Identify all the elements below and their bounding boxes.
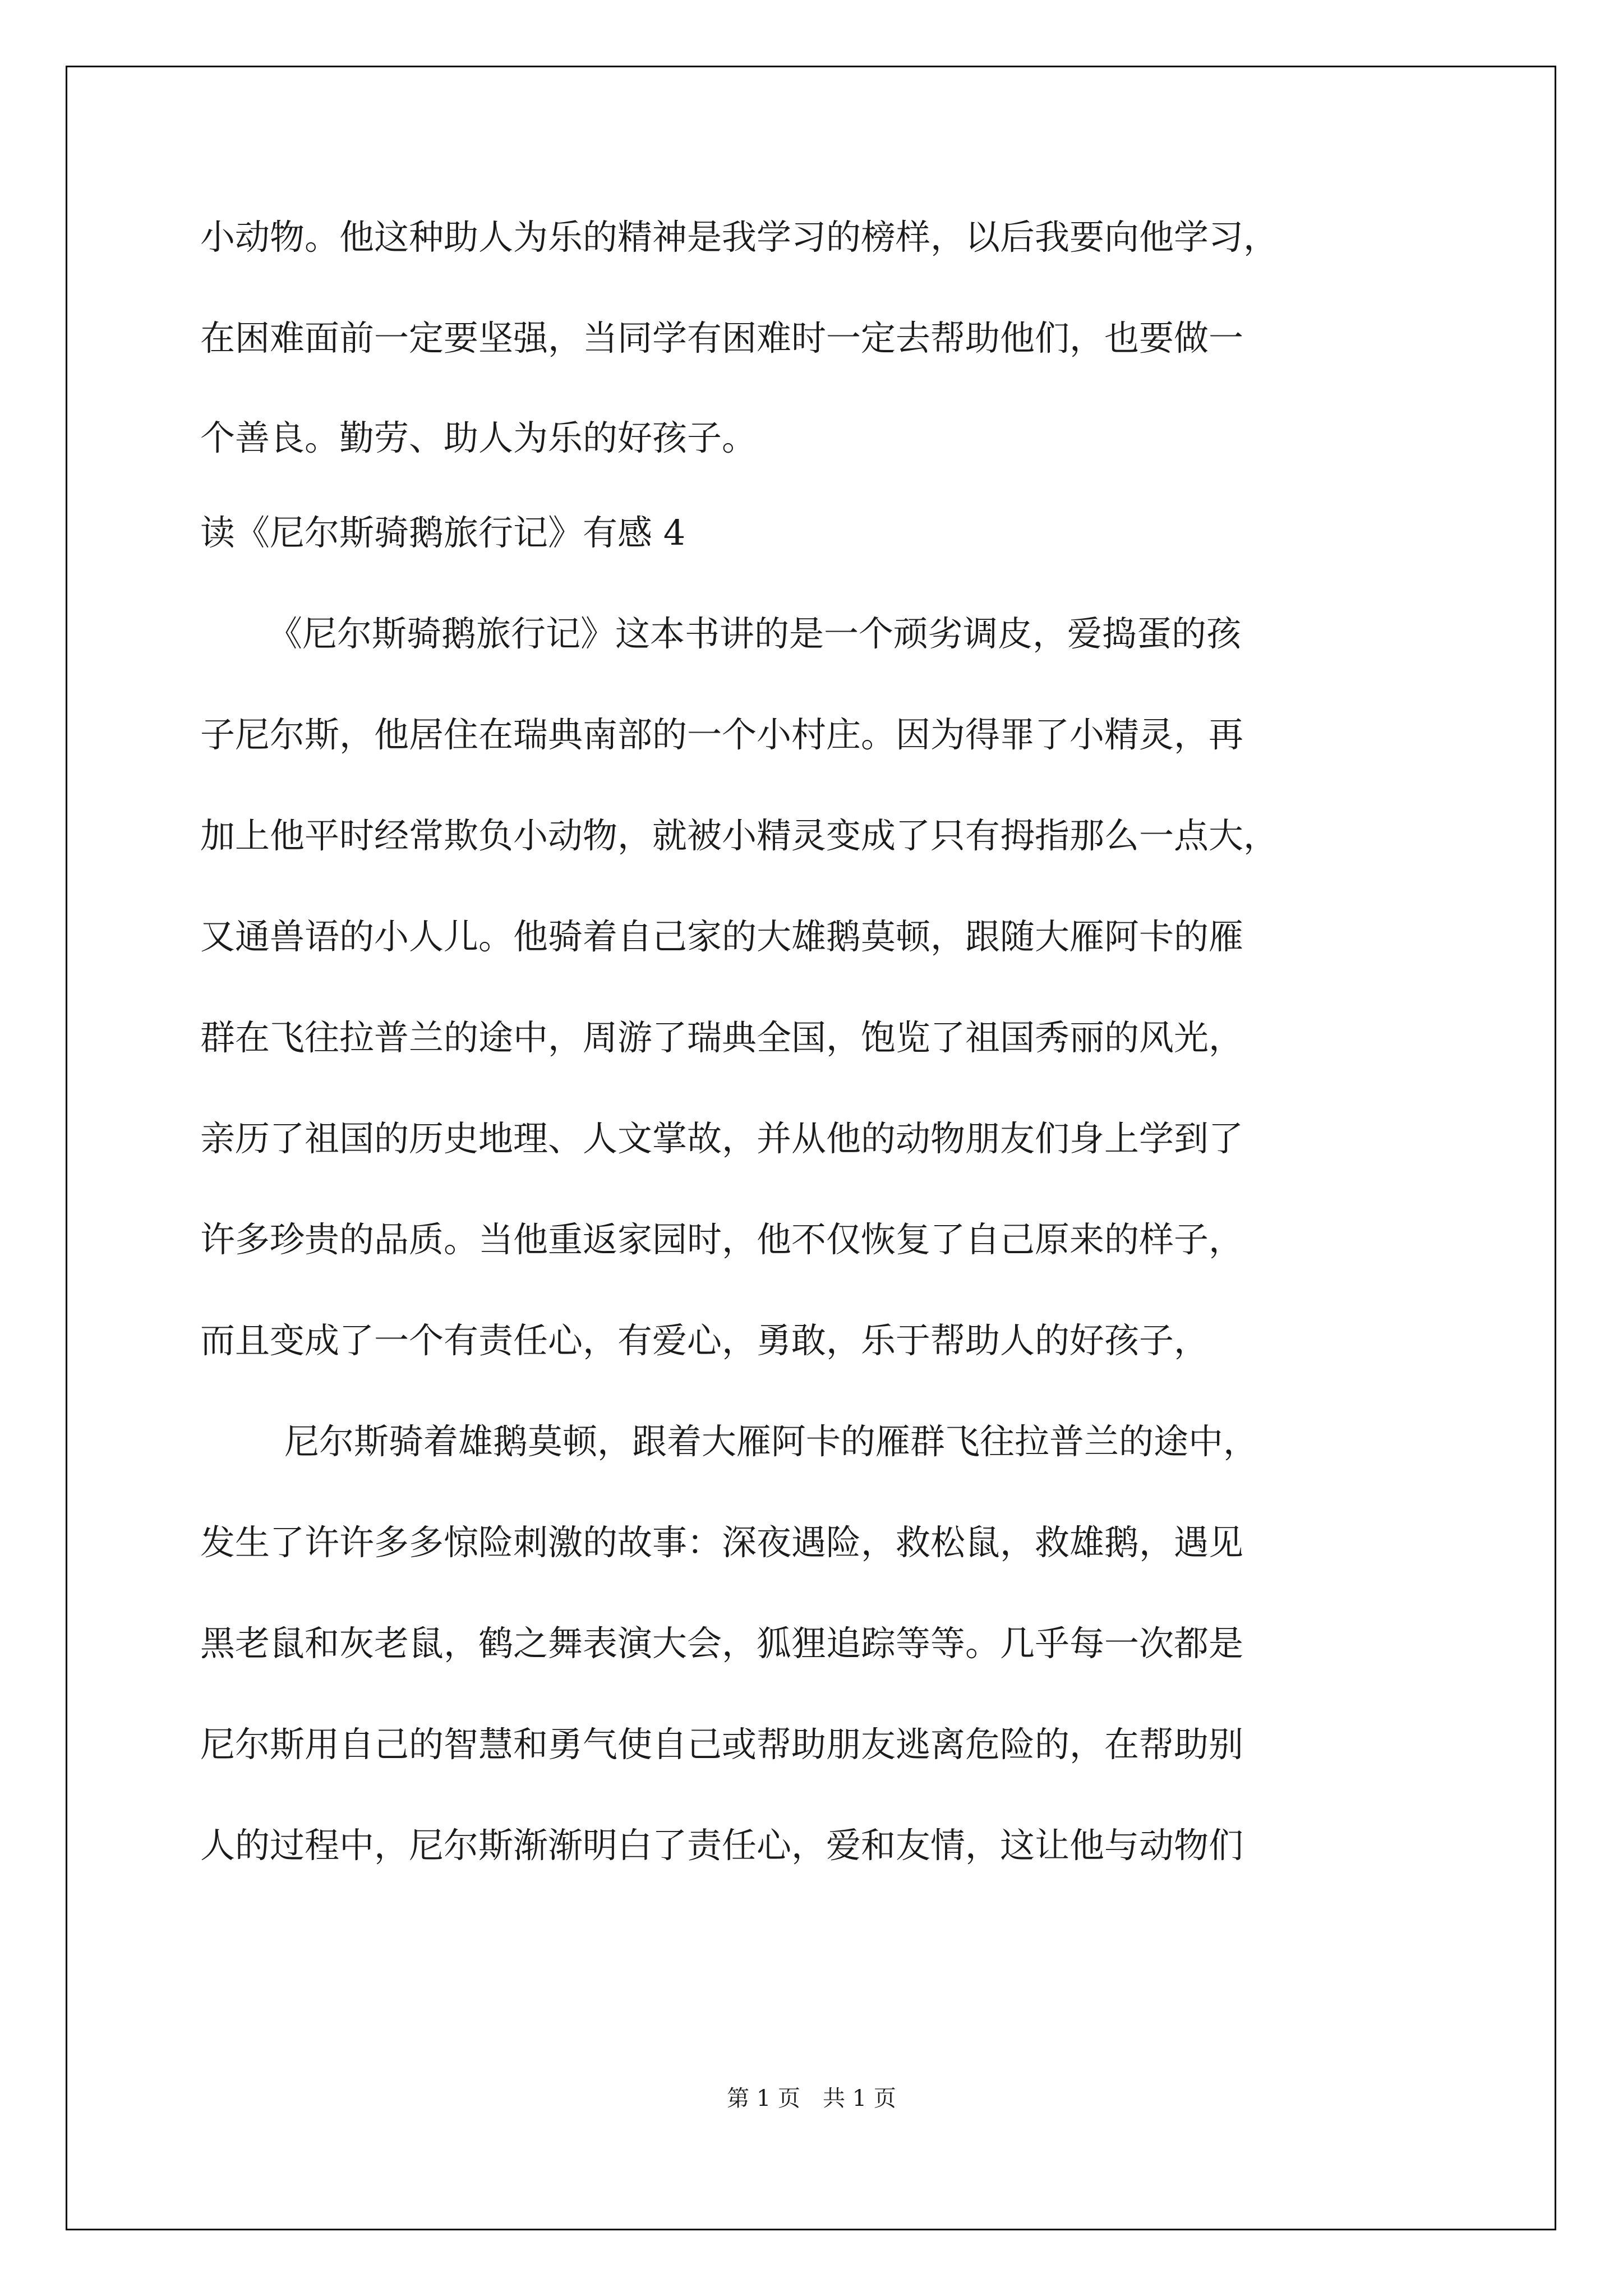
- body-line-3: 个善良。勤劳、助人为乐的好孩子。: [200, 417, 757, 458]
- section-title: 读《尼尔斯骑鹅旅行记》有感 4: [200, 512, 686, 553]
- body-line-13: 尼尔斯骑着雄鹅莫顿，跟着大雁阿卡的雁群飞往拉普兰的途中，: [284, 1421, 1258, 1462]
- body-line-1: 小动物。他这种助人为乐的精神是我学习的榜样，以后我要向他学习，: [200, 217, 1279, 257]
- body-line-6: 子尼尔斯，他居住在瑞典南部的一个小村庄。因为得罪了小精灵，再: [200, 714, 1244, 755]
- body-line-15: 黑老鼠和灰老鼠，鹤之舞表演大会，狐狸追踪等等。几乎每一次都是: [200, 1623, 1244, 1664]
- page-footer: 第 1 页 共 1 页: [727, 2086, 896, 2111]
- body-line-5: 《尼尔斯骑鹅旅行记》这本书讲的是一个顽劣调皮，爱捣蛋的孩: [268, 613, 1242, 654]
- body-line-10: 亲历了祖国的历史地理、人文掌故，并从他的动物朋友们身上学到了: [200, 1118, 1244, 1159]
- body-line-9: 群在飞往拉普兰的途中，周游了瑞典全国，饱览了祖国秀丽的风光，: [200, 1017, 1244, 1058]
- body-line-17: 人的过程中，尼尔斯渐渐明白了责任心，爱和友情，这让他与动物们: [200, 1825, 1244, 1866]
- body-line-8: 又通兽语的小人儿。他骑着自己家的大雄鹅莫顿，跟随大雁阿卡的雁: [200, 916, 1244, 957]
- body-line-12: 而且变成了一个有责任心，有爱心，勇敢，乐于帮助人的好孩子，: [200, 1320, 1209, 1361]
- body-line-2: 在困难面前一定要坚强，当同学有困难时一定去帮助他们，也要做一: [200, 318, 1244, 358]
- body-line-14: 发生了许许多多惊险刺激的故事：深夜遇险，救松鼠，救雄鹅，遇见: [200, 1522, 1244, 1563]
- body-line-7: 加上他平时经常欺负小动物，就被小精灵变成了只有拇指那么一点大，: [200, 815, 1279, 856]
- body-line-16: 尼尔斯用自己的智慧和勇气使自己或帮助朋友逃离危险的，在帮助别: [200, 1724, 1244, 1765]
- body-line-11: 许多珍贵的品质。当他重返家园时，他不仅恢复了自己原来的样子，: [200, 1219, 1244, 1260]
